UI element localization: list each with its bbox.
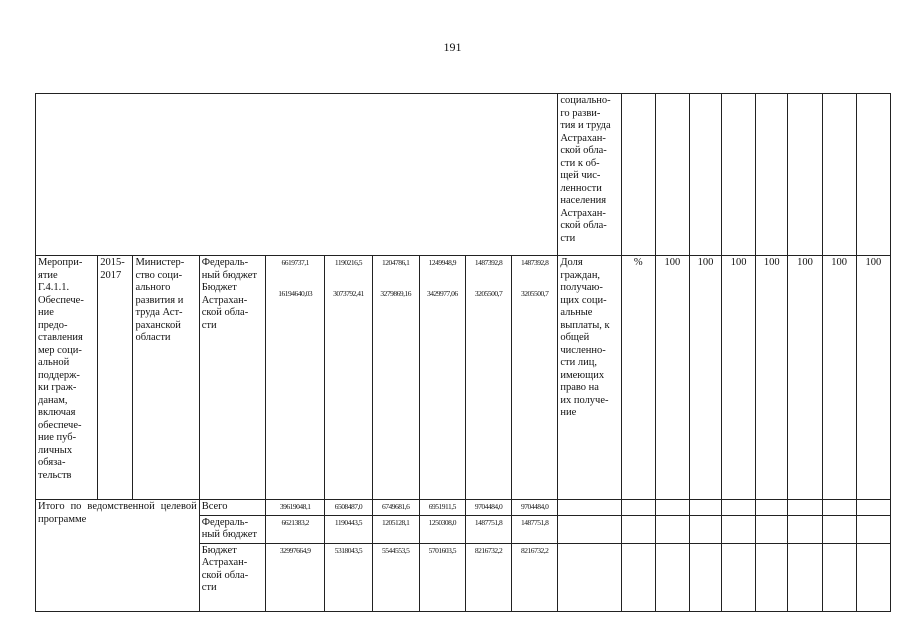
value-cell: 8216732,2 — [512, 543, 558, 611]
measure-source: Федераль- ный бюджет Бюджет Астрахан- ской обла- сти — [199, 256, 265, 500]
empty-cell — [756, 515, 788, 543]
empty-cell — [689, 500, 721, 516]
value-cell: 1250308,0 — [419, 515, 465, 543]
measure-row — [36, 256, 891, 500]
empty-cell — [722, 94, 756, 256]
empty-cell — [756, 94, 788, 256]
empty-cell — [822, 500, 856, 516]
empty-cell — [722, 500, 756, 516]
value-cell: 32997664,9 — [266, 543, 325, 611]
empty-cell — [689, 94, 721, 256]
value-cell: 39619048,1 — [266, 500, 325, 516]
empty-cell — [621, 543, 655, 611]
value-cell: 1487392,8 3205500,7 — [465, 256, 511, 500]
value-cell: 6619737,1 16194640,03 — [266, 256, 325, 500]
value-cell: 1190443,5 — [325, 515, 372, 543]
empty-cell — [856, 500, 890, 516]
indicator-cell: Доля граждан, получаю- щих соци- альные выплаты, к общей численно- сти лиц, имеющих право на их получе- ние — [558, 256, 621, 500]
empty-cell — [621, 94, 655, 256]
empty-cell — [822, 515, 856, 543]
continuation-row — [36, 94, 891, 256]
value-cell: 5318043,5 — [325, 543, 372, 611]
value-cell: 1205128,1 — [372, 515, 419, 543]
indicator-value: 100 — [822, 256, 856, 500]
empty-cell — [822, 94, 856, 256]
total-source: Федераль- ный бюджет — [199, 515, 265, 543]
empty-cell — [655, 94, 689, 256]
indicator-value: 100 — [722, 256, 756, 500]
program-table — [35, 93, 891, 612]
value-cell: 1249948,9 3429977,06 — [419, 256, 465, 500]
measure-period: 2015- 2017 — [98, 256, 133, 500]
empty-cell — [756, 543, 788, 611]
value-cell: 6749681,6 — [372, 500, 419, 516]
indicator-value: 100 — [788, 256, 822, 500]
empty-cell — [689, 515, 721, 543]
total-row-all — [36, 500, 891, 516]
empty-cell — [788, 500, 822, 516]
value-cell: 9704484,0 — [465, 500, 511, 516]
measure-name: Меропри- ятие Г.4.1.1. Обеспече- ние предо- ставления мер соци- альной поддерж- ки граж- данам, включая обеспече- ние пуб- личных обяза- тельств — [36, 256, 98, 500]
empty-cell — [756, 500, 788, 516]
value-cell: 6508487,0 — [325, 500, 372, 516]
empty-cell — [558, 515, 621, 543]
measure-executor: Министер- ство соци- ального развития и труда Аст- раханской области — [133, 256, 199, 500]
empty-cell — [856, 543, 890, 611]
empty-cell — [788, 515, 822, 543]
value-cell: 5701603,5 — [419, 543, 465, 611]
empty-cell — [655, 543, 689, 611]
empty-cell — [788, 543, 822, 611]
empty-cell — [822, 543, 856, 611]
empty-cell — [689, 543, 721, 611]
empty-cell — [621, 515, 655, 543]
value-cell: 5544553,5 — [372, 543, 419, 611]
indicator-cell: социально- го разви- тия и труда Астрахан- ской обла- сти к об- щей чис- ленности населения Астрахан- ской обла- сти — [558, 94, 621, 256]
indicator-value: 100 — [689, 256, 721, 500]
empty-cell — [655, 500, 689, 516]
empty-cell — [655, 515, 689, 543]
value-cell: 9704484,0 — [512, 500, 558, 516]
empty-cell — [36, 94, 558, 256]
value-cell: 1487751,8 — [512, 515, 558, 543]
unit-cell: % — [621, 256, 655, 500]
value-cell: 1487392,8 3205500,7 — [512, 256, 558, 500]
value-cell: 1190216,5 3073792,41 — [325, 256, 372, 500]
total-label: Итого по ведомственной целевой программе — [36, 500, 200, 612]
empty-cell — [722, 515, 756, 543]
empty-cell — [621, 500, 655, 516]
page-number: 191 — [443, 40, 462, 54]
value-cell: 1204786,1 3279869,16 — [372, 256, 419, 500]
empty-cell — [558, 543, 621, 611]
empty-cell — [856, 94, 890, 256]
total-source: Всего — [199, 500, 265, 516]
indicator-value: 100 — [856, 256, 890, 500]
empty-cell — [722, 543, 756, 611]
value-cell: 6951911,5 — [419, 500, 465, 516]
indicator-value: 100 — [655, 256, 689, 500]
value-cell: 6621383,2 — [266, 515, 325, 543]
value-cell: 1487751,8 — [465, 515, 511, 543]
value-cell: 8216732,2 — [465, 543, 511, 611]
empty-cell — [856, 515, 890, 543]
empty-cell — [558, 500, 621, 516]
indicator-value: 100 — [756, 256, 788, 500]
total-source: Бюджет Астрахан- ской обла- сти — [199, 543, 265, 611]
empty-cell — [788, 94, 822, 256]
